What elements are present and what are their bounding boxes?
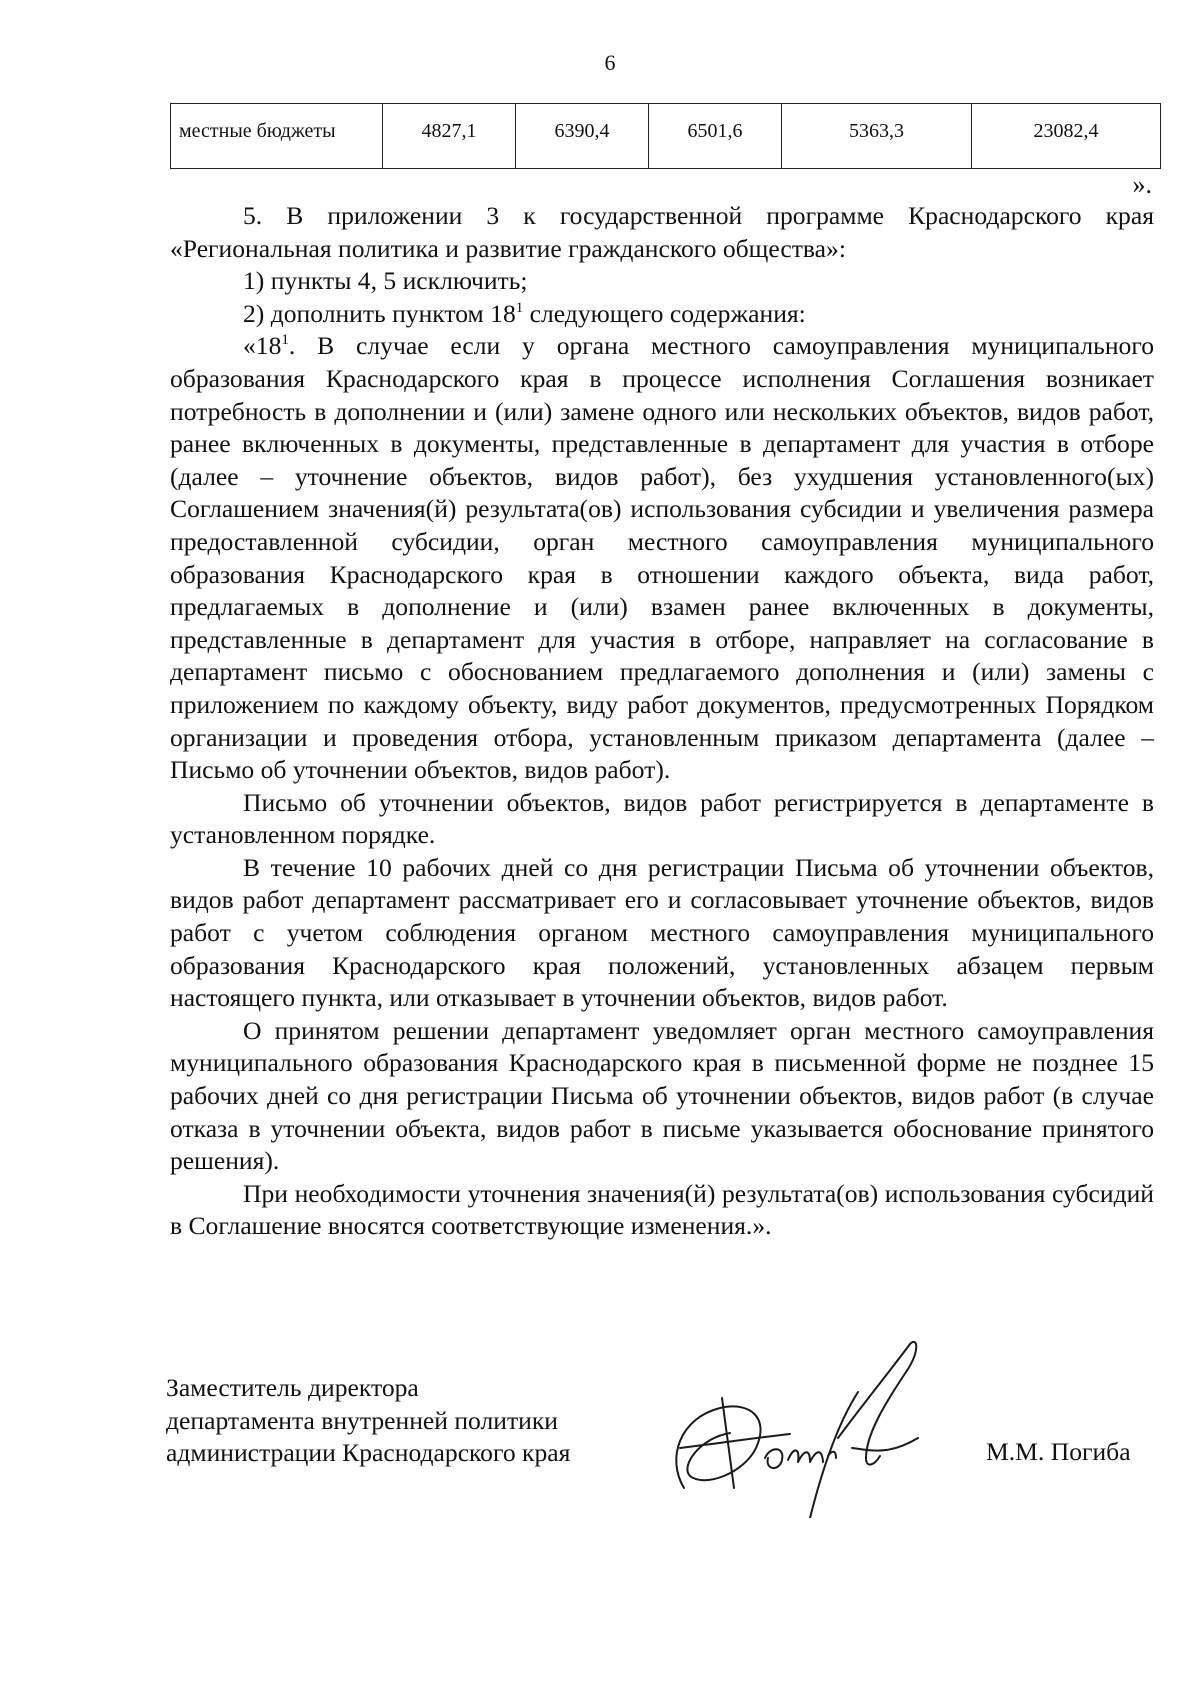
signatory-name: М.М. Погиба <box>986 1437 1131 1466</box>
page-number: 6 <box>604 50 616 75</box>
signatory-title <box>166 1372 570 1470</box>
text-fragment: 2) дополнить пунктом 18 <box>243 298 516 328</box>
paragraph-notification: О принятом решении департамент уведомляет орган местного самоуправления муниципального образования Краснодарского края в письменной форме не позднее 15 рабочих дней со дня регистрации Письма об уточнении объектов, видов работ (в случае отказа в уточнении объекта, видов работ в письме указывается обоснование принятого решения). <box>170 1015 1154 1176</box>
table-cell-total: 23082,4 <box>972 104 1161 169</box>
table-row <box>171 104 1161 169</box>
signatory-title-line: департамента внутренней политики <box>166 1405 558 1435</box>
signatory-title-line: администрации Краснодарского края <box>166 1438 571 1468</box>
table-cell-label: местные бюджеты <box>171 104 383 169</box>
signatory-title-line: Заместитель директора <box>166 1373 419 1402</box>
superscript: 1 <box>281 332 289 349</box>
text-fragment: следующего содержания: <box>523 298 806 328</box>
superscript: 1 <box>515 299 524 316</box>
table-cell-value: 6390,4 <box>516 104 649 169</box>
text-fragment: . В случае если у органа местного самоуправления муниципального образования Краснодарского края в процессе исполнения Соглашения возникает потребность в дополнении и (или) замене одного или нескольких объектов, видов работ, ранее включенных в документы, представленные в департамент для участия в отборе (далее – уточнение объектов, видов работ), без ухудшения установленного(ых) Соглашением значения(й) результата(ов) использования субсидии и увеличения размера предоставленной субсидии, орган местного самоуправления муниципального образования Краснодарского края в отношении каждого объекта, вида работ, предлагаемых в дополнение и (или) взамен ранее включенных в документы, представленные в департамент для участия в отборе, направляет на согласование в департамент письмо с обоснованием предлагаемого дополнения и (или) замены с приложением по каждому объекту, виду работ документов, предусмотренных Порядком организации и проведения отбора, установленным приказом департамента (далее – Письмо об уточнении объектов, видов работ). <box>170 331 1154 785</box>
budget-table <box>170 103 1161 169</box>
document-body <box>170 200 1154 1243</box>
paragraph-subitem-1: 1) пункты 4, 5 исключить; <box>243 266 528 296</box>
table-cell-value: 5363,3 <box>782 104 972 169</box>
signature-strokes <box>676 1342 918 1518</box>
table-cell-value: 4827,1 <box>383 104 516 169</box>
paragraph-item-5: 5. В приложении 3 к государственной программе Краснодарского края «Региональная политика и развитие гражданского общества»: <box>170 201 1154 263</box>
table-closing-quote: ». <box>1132 170 1152 199</box>
paragraph-registration: Письмо об уточнении объектов, видов работ регистрируется в департаменте в установленном порядке. <box>170 787 1154 850</box>
text-fragment: «18 <box>243 331 282 361</box>
paragraph-subitem-2 <box>170 298 1154 331</box>
handwritten-signature <box>660 1338 980 1518</box>
table-cell-value: 6501,6 <box>649 104 782 169</box>
paragraph-review-period: В течение 10 рабочих дней со дня регистрации Письма об уточнении объектов, видов работ департамент рассматривает его и согласовывает уточнение объектов, видов работ с учетом соблюдения органом местного самоуправления муниципального образования Краснодарского края положений, установленных абзацем первым настоящего пункта, или отказывает в уточнении объектов, видов работ. <box>170 852 1154 1013</box>
paragraph-amendments: При необходимости уточнения значения(й) результата(ов) использования субсидий в Соглашение вносятся соответствующие изменения.». <box>170 1178 1154 1241</box>
paragraph-point-18-1 <box>170 330 1154 786</box>
